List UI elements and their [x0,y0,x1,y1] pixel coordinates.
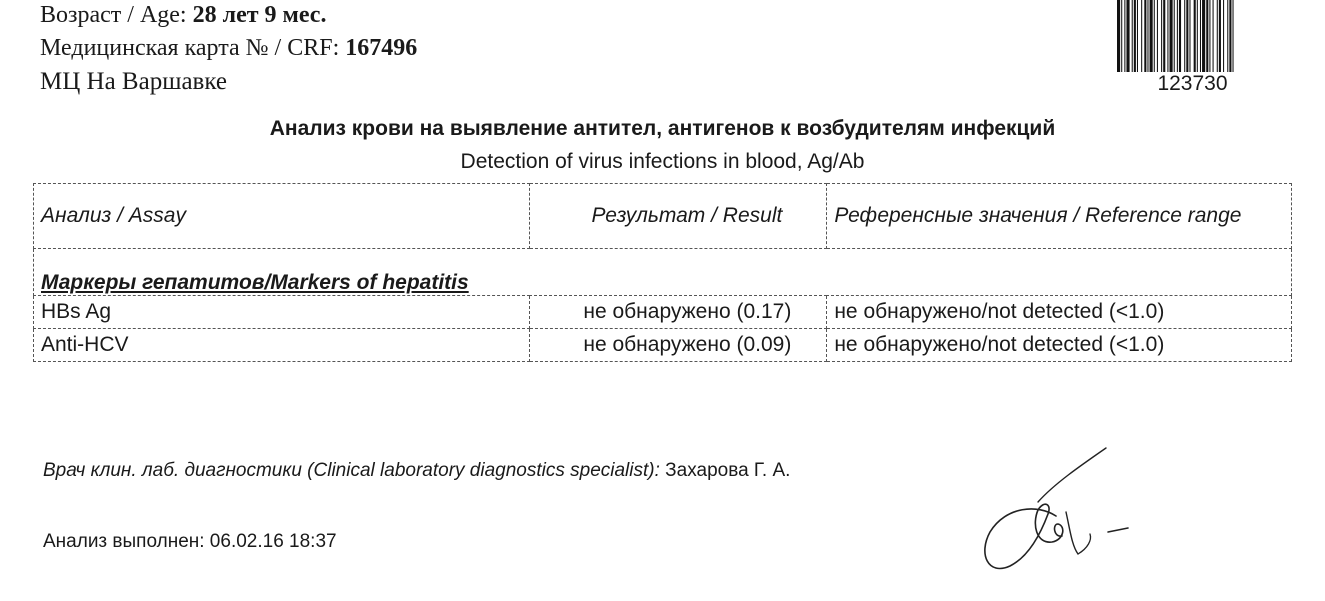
barcode-bar [1223,0,1224,72]
crf-line [40,35,417,62]
doctor-label: Врач клин. лаб. диагностики (Clinical laboratory diagnostics specialist): [43,460,660,481]
barcode-bar [1157,0,1158,72]
barcode-number: 123730 [1115,72,1270,96]
barcode-bar [1219,0,1221,72]
barcode-bar [1117,0,1120,72]
performed-date: Анализ выполнен: 06.02.16 18:37 [43,531,337,552]
barcode-bar [1121,0,1122,72]
barcode-bar [1229,0,1231,72]
barcode-bar [1134,0,1136,72]
barcode-bar [1132,0,1133,72]
barcode-bar [1233,0,1234,72]
assay-cell: HBs Ag [34,296,530,329]
barcode-bar [1227,0,1228,72]
barcode-bar [1137,0,1138,72]
reference-cell: не обнаружено/not detected (<1.0) [827,329,1292,362]
barcode-bar [1217,0,1218,72]
barcode-bar [1167,0,1168,72]
doctor-line [43,460,790,482]
barcode-bar [1186,0,1188,72]
barcode-bar [1147,0,1148,72]
barcode-bar [1177,0,1178,72]
barcode-bar [1170,0,1173,72]
crf-label: Медицинская карта № / CRF: [40,35,340,61]
crf-value: 167496 [345,35,418,61]
section-title: Маркеры гепатитов/Markers of hepatitis [41,271,469,294]
header-result: Результат / Result [529,184,827,249]
results-table [33,183,1292,362]
reference-cell: не обнаружено/not detected (<1.0) [827,296,1292,329]
signature-image [978,444,1140,589]
doctor-name: Захарова Г. А. [665,460,791,481]
table-row [34,329,1292,362]
age-value: 28 лет 9 мес. [192,2,327,28]
age-label: Возраст / Age: [40,2,187,28]
barcode-bar [1202,0,1205,72]
table-row [34,296,1292,329]
barcode-bar [1124,0,1125,72]
report-title-ru: Анализ крови на выявление антител, антигенов к возбудителям инфекций [269,117,1056,140]
assay-cell: Anti-HCV [34,329,530,362]
result-cell: не обнаружено (0.17) [529,296,827,329]
age-line [40,2,326,29]
barcode-bar [1126,0,1129,72]
result-cell: не обнаружено (0.09) [529,329,827,362]
barcode-bar [1184,0,1185,72]
barcode-bar [1144,0,1146,72]
section-row [34,249,1292,296]
table-header-row [34,184,1292,249]
barcode-bar [1206,0,1208,72]
barcode-bar [1189,0,1190,72]
barcode-bar [1194,0,1196,72]
barcode-bar [1154,0,1155,72]
clinic-name: МЦ На Варшавке [40,68,227,95]
barcode-bar [1200,0,1201,72]
report-title-en: Detection of virus infections in blood, Ag/Ab [460,150,865,173]
barcode-bar [1163,0,1165,72]
header-assay: Анализ / Assay [34,184,530,249]
barcode-bar [1141,0,1142,72]
barcode-bar [1161,0,1162,72]
barcode-bar [1150,0,1153,72]
barcode-bar [1174,0,1175,72]
barcode-bar [1213,0,1214,72]
barcode-bar [1197,0,1198,72]
barcode-bar [1179,0,1181,72]
header-reference: Референсные значения / Reference range [827,184,1292,249]
barcode-bar [1209,0,1210,72]
